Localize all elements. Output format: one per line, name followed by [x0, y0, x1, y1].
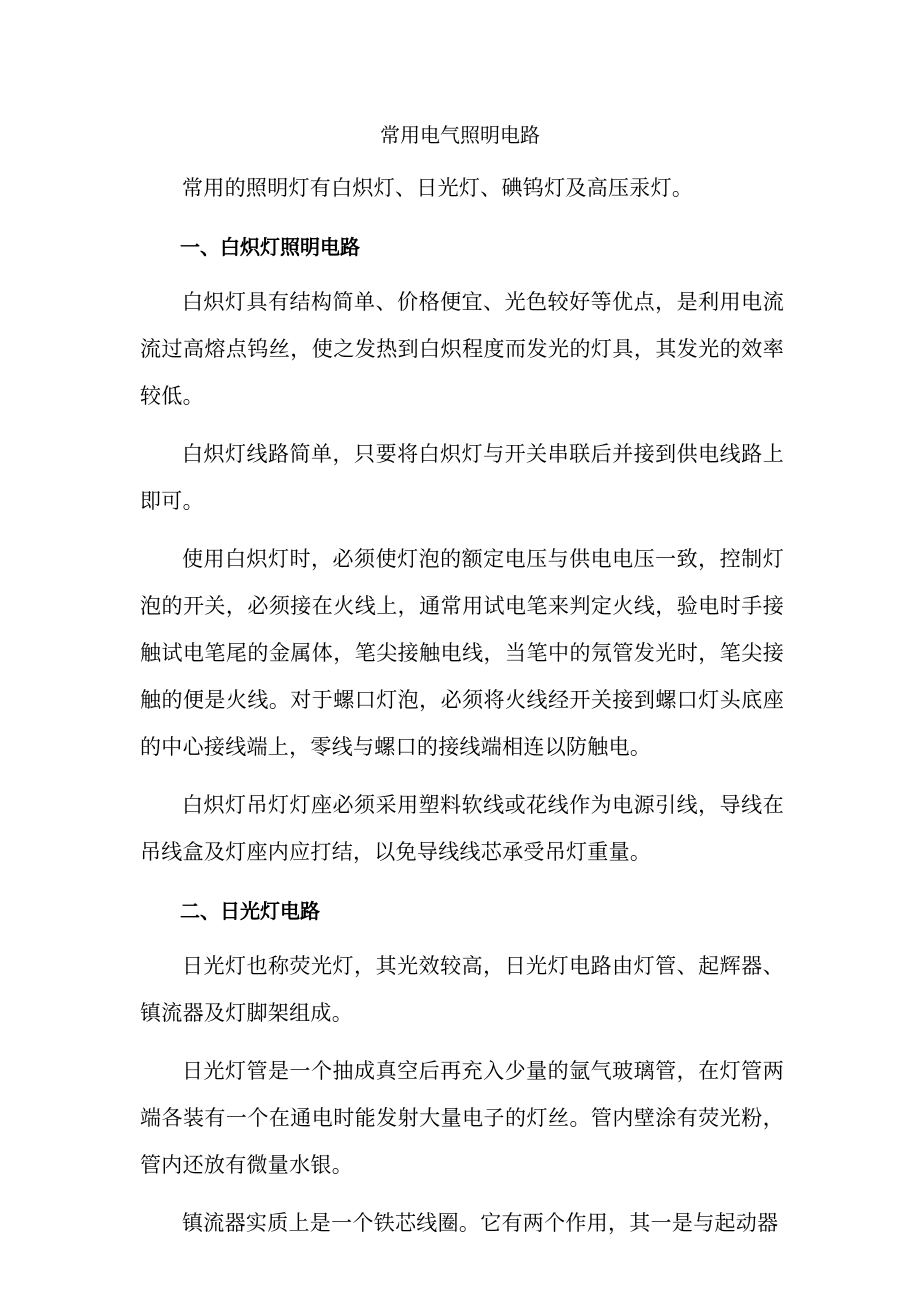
paragraph: 日光灯也称荧光灯，其光效较高，日光灯电路由灯管、起辉器、镇流器及灯脚架组成。: [140, 954, 784, 1025]
paragraph: 白炽灯吊灯灯座必须采用塑料软线或花线作为电源引线，导线在吊线盒及灯座内应打结，以免导线线芯承受吊灯重量。: [140, 793, 784, 864]
intro-paragraph: 常用的照明灯有白炽灯、日光灯、碘钨灯及高压汞灯。: [182, 176, 694, 200]
paragraph: 日光灯管是一个抽成真空后再充入少量的氩气玻璃管，在灯管两端各装有一个在通电时能发射大量电子的灯丝。管内壁涂有荧光粉，管内还放有微量水银。: [140, 1059, 784, 1177]
section-heading-incandescent: 一、白炽灯照明电路: [180, 235, 360, 259]
document-title: 常用电气照明电路: [380, 123, 540, 147]
paragraph: 白炽灯具有结构简单、价格便宜、光色较好等优点，是利用电流流过高熔点钨丝，使之发热到白炽程度而发光的灯具，其发光的效率较低。: [140, 290, 784, 408]
paragraph: 白炽灯线路简单，只要将白炽灯与开关串联后并接到供电线路上即可。: [140, 442, 784, 513]
paragraph: 使用白炽灯时，必须使灯泡的额定电压与供电电压一致，控制灯泡的开关，必须接在火线上，通常用试电笔来判定火线，验电时手接触试电笔尾的金属体，笔尖接触电线，当笔中的氖管发光时，笔尖接触的便是火线。对于螺口灯泡，必须将火线经开关接到螺口灯头底座的中心接线端上，零线与螺口的接线端相连以防触电。: [140, 547, 784, 759]
paragraph: 镇流器实质上是一个铁芯线圈。它有两个作用，其一是与起动器: [182, 1211, 779, 1235]
section-heading-fluorescent: 二、日光灯电路: [180, 899, 320, 923]
document-body: [140, 165, 784, 1258]
